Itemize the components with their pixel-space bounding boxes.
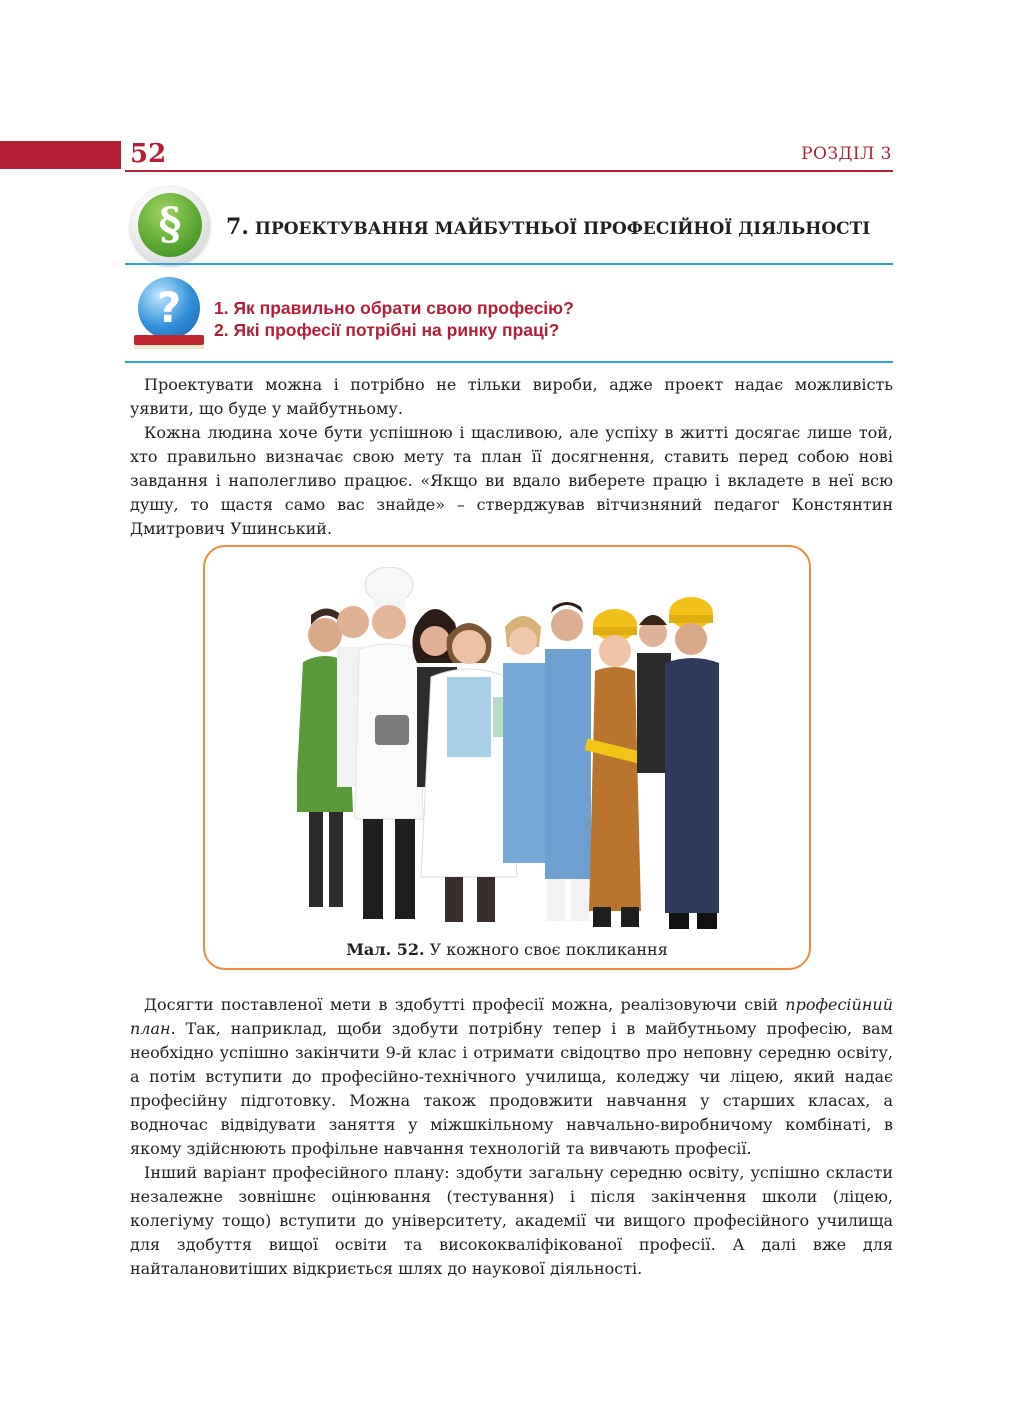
caption-text: У кожного своє покликання bbox=[424, 940, 668, 959]
paragraph-icon bbox=[130, 185, 210, 265]
paragraph-symbol: § bbox=[138, 193, 202, 257]
caption-label: Мал. 52. bbox=[346, 940, 425, 959]
figure-caption bbox=[203, 940, 811, 959]
workers-photo bbox=[297, 567, 721, 935]
question-item: 1. Як правильно обрати свою професію? bbox=[214, 298, 574, 318]
question-icon bbox=[134, 277, 206, 355]
person-surgeon bbox=[545, 602, 591, 921]
paragraph: Проектувати можна і потрібно не тільки вироби, адже проект надає можливість уявити, що буде у майбутньому. bbox=[130, 375, 893, 418]
paragraph: Кожна людина хоче бути успішною і щасливою, але успіху в житті досягає лише той, хто правильно визначає свою мету та план її досягнення, ставить перед собою нові завдання і наполегливо працює. «Якщо ви вдало виберете працю і вкладете в неї всю душу, то щастя само вас знайде» – стверджував вітчизняний педагог Констянтин Дмитрович Ушинський. bbox=[130, 423, 893, 538]
topic-number: 7. bbox=[226, 214, 249, 240]
p1-start: Досягти поставленої мети в здобутті професії можна, реалізовуючи свій bbox=[144, 995, 786, 1014]
question-item: 2. Які професії потрібні на ринку праці? bbox=[214, 320, 560, 340]
p1-end: . Так, наприклад, щоби здобути потрібну тепер і в майбутньому професію, вам необхідно успішно закінчити 9-й клас і отримати свідоцтво про неповну середню освіту, а потім вступити до професійно-технічного училища, коледжу чи ліцею, який надає професійну підготовку. Можна також продовжити навчання у старших класах, а водночас відвідувати заняття у міжшкільному навчально-виробничому комбінаті, в якому здійснюють профільне навчання технологій та вивчають професії. bbox=[130, 1019, 893, 1158]
page-number: 52 bbox=[130, 139, 167, 169]
header-red-bar bbox=[0, 141, 121, 169]
main-text bbox=[130, 993, 893, 1281]
header-rule bbox=[125, 170, 893, 172]
p1-italic-term: професійний план bbox=[130, 995, 893, 1038]
section-label: РОЗДІЛ 3 bbox=[801, 144, 892, 164]
book-icon bbox=[134, 335, 204, 349]
paragraph bbox=[130, 993, 893, 1161]
questions-list bbox=[214, 297, 574, 341]
intro-text bbox=[130, 373, 893, 541]
question-mark: ? bbox=[138, 277, 200, 339]
questions-bottom-rule bbox=[125, 361, 893, 363]
topic-title-text: ПРОЕКТУВАННЯ МАЙБУТНЬОЇ ПРОФЕСІЙНОЇ ДІЯЛЬНОСТІ bbox=[254, 219, 871, 239]
paragraph: Інший варіант професійного плану: здобути загальну середню освіту, успішно скласти незалежне зовнішнє оцінювання (тестування) і після закінчення школи (ліцею, колегіуму тощо) вступити до університету, академії чи вищого професійного училища для здобуття вищої освіти та висококваліфікованої професії. А далі вже для найталановитіших відкриється шлях до наукової діяльності. bbox=[130, 1163, 893, 1278]
questions-top-rule bbox=[125, 263, 893, 265]
topic-title bbox=[226, 214, 870, 240]
